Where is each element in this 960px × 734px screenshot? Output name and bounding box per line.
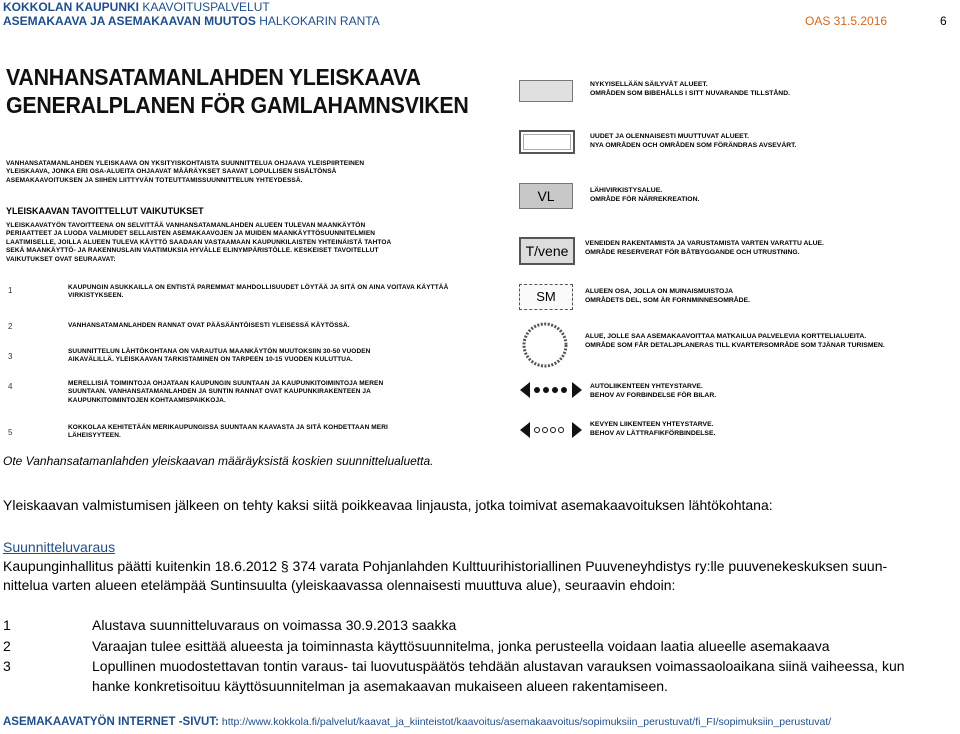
scan-item-line: VIRKISTYKSEEN. [68, 292, 124, 300]
scan-item-line: KAUPUNGIN ASUKKAILLA ON ENTISTÄ PAREMMAT MAHDOLLISUUDET LÖYTÄÄ JA SITÄ ON AINA VOITAVA KÄYTTÄÄ [68, 284, 449, 291]
body-paragraph-1: Yleiskaavan valmistumisen jälkeen on tehty kaksi siitä poikkeavaa linjausta, jotka toimivat asemakaavoituksen lähtökohtana: [3, 497, 773, 513]
legend-symbol-tvene: T/vene [519, 237, 575, 265]
legend-symbol-vl: VL [519, 183, 573, 209]
header-plan-type: ASEMAKAAVA JA ASEMAKAAVAN MUUTOS [3, 14, 256, 28]
condition-text: Lopullinen muodostettavan tontin varaus- tai luovutuspäätös tehdään alustavan varauksen voimassaoloaikana siinä vaiheessa, kun [92, 658, 905, 674]
legend-entry [590, 80, 790, 98]
legend-text-fi: KEVYEN LIIKENTEEN YHTEYSTARVE. [590, 421, 714, 428]
subheading-suunnitteluvaraus: Suunnitteluvaraus [3, 539, 116, 555]
legend-entry [585, 287, 750, 305]
header-plan-name: HALKOKARIN RANTA [255, 14, 380, 28]
header-line-1 [3, 0, 270, 14]
scan-item-number: 2 [8, 322, 13, 331]
scan-item-line: SUUNTAAN. VANHANSATAMANLAHDEN JA SUNTIN RANNAT OVAT KAUPUNKIRAKENTEEN JA [68, 388, 371, 396]
legend-text-fi: ALUEEN OSA, JOLLA ON MUINAISMUISTOJA [585, 288, 734, 295]
scan-item-number: 5 [8, 428, 13, 437]
legend-symbol-changing-areas [519, 130, 575, 154]
condition-number: 2 [3, 638, 11, 654]
scan-item [68, 348, 370, 365]
legend-text-sv: OMRÅDETS DEL, SOM ÄR FORNMINNESOMRÅDE. [585, 297, 751, 304]
legend-text-fi: UUDET JA OLENNAISESTI MUUTTUVAT ALUEET. [590, 133, 749, 140]
scan-title-fi: VANHANSATAMANLAHDEN YLEISKAAVA [6, 64, 421, 90]
scan-section-line: LAATIMISELLE, JOILLA ALUEEN TULEVA KÄYTTÖ SAADAAN VASTAAMAAN KAUPUNKILAISTEN YHTEINÄISTÄ TAHTOA [6, 238, 392, 246]
legend-text-fi: LÄHIVIRKISTYSALUE. [590, 187, 663, 194]
legend-text-sv: OMRÅDE RESERVERAT FÖR BÅTBYGGANDE OCH UTRUSTNING. [585, 249, 800, 256]
condition-text: Alustava suunnitteluvaraus on voimassa 30.9.2013 saakka [92, 617, 457, 633]
legend-symbol-light-traffic-arrow [518, 418, 586, 442]
legend-symbol-tourism-circle [520, 320, 570, 370]
legend-symbol-sm: SM [519, 284, 573, 310]
scan-item-line: KAUPUNKITOIMINTOJEN KOHTAAMISPAIKKOJA. [68, 396, 226, 404]
scan-item-line: VANHANSATAMANLAHDEN RANNAT OVAT PÄÄSÄÄNTÖISESTI YLEISESSÄ KÄYTÖSSÄ. [68, 322, 350, 329]
scan-item [68, 424, 388, 441]
scan-item-line: KOKKOLAA KEHITETÄÄN MERIKAUPUNGISSA SUUNTAAN KAAVASTA JA SITÄ KOHDETTAAN MERI [68, 424, 388, 431]
legend-entry [590, 420, 715, 438]
scan-section-text [6, 222, 391, 264]
legend-text-fi: AUTOLIIKENTEEN YHTEYSTARVE. [590, 383, 703, 390]
scan-item-number: 1 [8, 286, 13, 295]
header-oas-date: OAS 31.5.2016 [805, 14, 888, 28]
scan-item-number: 4 [8, 382, 13, 391]
scan-item [68, 284, 448, 301]
legend-text-sv: OMRÅDEN SOM BIBEHÅLLS I SITT NUVARANDE TILLSTÅND. [590, 90, 791, 97]
scan-item [68, 322, 350, 330]
footer [3, 716, 831, 728]
scan-intro-line: ASEMAKAAVOITUKSEN JA SIIHEN LIITTYVÄN TOTEUTTAMISSUUNNITTELUN YHTEYDESSÄ. [6, 176, 303, 184]
legend-entry [585, 239, 824, 257]
scan-item-line: SUUNNITTELUN LÄHTÖKOHTANA ON VARAUTUA MAANKÄYTÖN MUUTOKSIIN 30-50 VUODEN [68, 348, 371, 355]
legend-text-sv: BEHOV AV FORBINDELSE FÖR BILAR. [590, 392, 717, 399]
footer-url-link[interactable]: http://www.kokkola.fi/palvelut/kaavat_ja_kiinteistot/kaavoitus/asemakaavoitus/sopimuksiin_perustuvat/fi_FI/sopimuksiin_perustuvat/ [218, 716, 832, 728]
scan-item-line: AIKAVÄLILLÄ. YLEISKAAVAN TARKISTAMINEN ON TARPEEN 10-15 VUODEN KULUTTUA. [68, 356, 353, 364]
legend-entry [590, 132, 796, 150]
scan-item-line: LÄHEISYYTEEN. [68, 432, 121, 440]
scan-intro-line: YLEISKAAVA, JONKA ERI OSA-ALUEITA OHJAAVAT MÄÄRÄYKSET SAAVAT LOPULLISEN SISÄLTÖNSÄ [6, 168, 337, 176]
legend-entry [590, 382, 716, 400]
legend-text-fi: ALUE, JOLLE SAA ASEMAKAAVOITTAA MATKAILUA PALVELEVIA KORTTELIALUEITA. [585, 333, 867, 340]
legend-text-sv: NYA OMRÅDEN OCH OMRÅDEN SOM FÖRÄNDRAS AVSEVÄRT. [590, 142, 797, 149]
scan-section-line: PERIAATTEET JA LUODA VALMIUDET SELLAISTEN ASEMAKAAVOJEN JA MUIDEN MAANKÄYTTÖSUUNNITELMIEN [6, 230, 376, 238]
legend-entry [590, 186, 699, 204]
legend-symbol-preserved-areas [519, 80, 573, 102]
body-paragraph-2-line-1: Kaupunginhallitus päätti kuitenkin 18.6.2012 § 374 varata Pohjanlahden Kulttuurihistoriallinen Puuveneyhdistys ry:lle puuvenekeskuksen suun- [3, 558, 888, 574]
scan-section-line: VAIKUTUKSET OVAT SEURAAVAT: [6, 255, 116, 263]
scan-item [68, 380, 383, 405]
scan-section-line: SEKÄ MAANKÄYTTÖ- JA RAKENNUSLAIN VAATIMUKSIA HYVÄLLE ELINYMPÄRISTÖLLE. KESKEISET TAVOITELLUT [6, 247, 379, 255]
condition-text-continued: hanke konkretisoituu käyttösuunnitelman ja asemakaavan mukaiseen alueen rakentamiseen. [92, 678, 668, 694]
legend-text-sv: OMRÅDE FÖR NÄRREKREATION. [590, 196, 700, 203]
scan-section-line: YLEISKAAVATYÖN TAVOITTEENA ON SELVITTÄÄ VANHANSATAMANLAHDEN ALUEEN TULEVAN MAANKÄYTÖN [6, 222, 366, 229]
condition-number: 1 [3, 617, 11, 633]
plan-regulations-scan [0, 40, 960, 470]
body-paragraph-2-line-2: nittelua varten alueen etelämpää Suntinsuulta (yleiskaavassa olennaisesti muuttuva alue), seuraavin ehdoin: [3, 577, 676, 593]
header-line-2 [3, 14, 380, 28]
header-dept: KAAVOITUSPALVELUT [139, 0, 270, 14]
scan-section-heading: YLEISKAAVAN TAVOITTELLUT VAIKUTUKSET [6, 206, 204, 216]
scan-item-number: 3 [8, 352, 13, 361]
legend-text-sv: OMRÅDE SOM FÅR DETALJPLANERAS TILL KVARTERSOMRÅDE SOM TJÄNAR TURISMEN. [585, 342, 885, 349]
legend-text-fi: NYKYISELLÄÄN SÄILYVÄT ALUEET. [590, 81, 708, 88]
scan-intro-line: VANHANSATAMANLAHDEN YLEISKAAVA ON YKSITYISKOHTAISTA SUUNNITTELUA OHJAAVA YLEISPIIRTEINEN [6, 160, 365, 167]
scan-title-sv: GENERALPLANEN FÖR GAMLAHAMNSVIKEN [6, 92, 469, 118]
condition-text: Varaajan tulee esittää alueesta ja toiminnasta käyttösuunnitelma, jonka perusteella voidaan laatia alueelle asemakaava [92, 638, 830, 654]
legend-entry [585, 332, 885, 350]
legend-symbol-car-link-arrow [518, 378, 586, 402]
legend-text-fi: VENEIDEN RAKENTAMISTA JA VARUSTAMISTA VARTEN VARATTU ALUE. [585, 240, 824, 247]
page-number: 6 [940, 14, 947, 28]
legend-text-sv: BEHOV AV LÄTTRAFIKFÖRBINDELSE. [590, 430, 716, 437]
figure-caption: Ote Vanhansatamanlahden yleiskaavan määräyksistä koskien suunnittelualuetta. [3, 454, 434, 468]
footer-label: ASEMAKAAVATYÖN INTERNET -SIVUT: [3, 716, 219, 728]
header-org: KOKKOLAN KAUPUNKI [3, 0, 139, 14]
condition-number: 3 [3, 658, 11, 674]
scan-item-line: MERELLISIÄ TOIMINTOJA OHJATAAN KAUPUNGIN SUUNTAAN JA KAUPUNKITOIMINTOJA MEREN [68, 380, 384, 387]
scan-intro [6, 160, 364, 185]
